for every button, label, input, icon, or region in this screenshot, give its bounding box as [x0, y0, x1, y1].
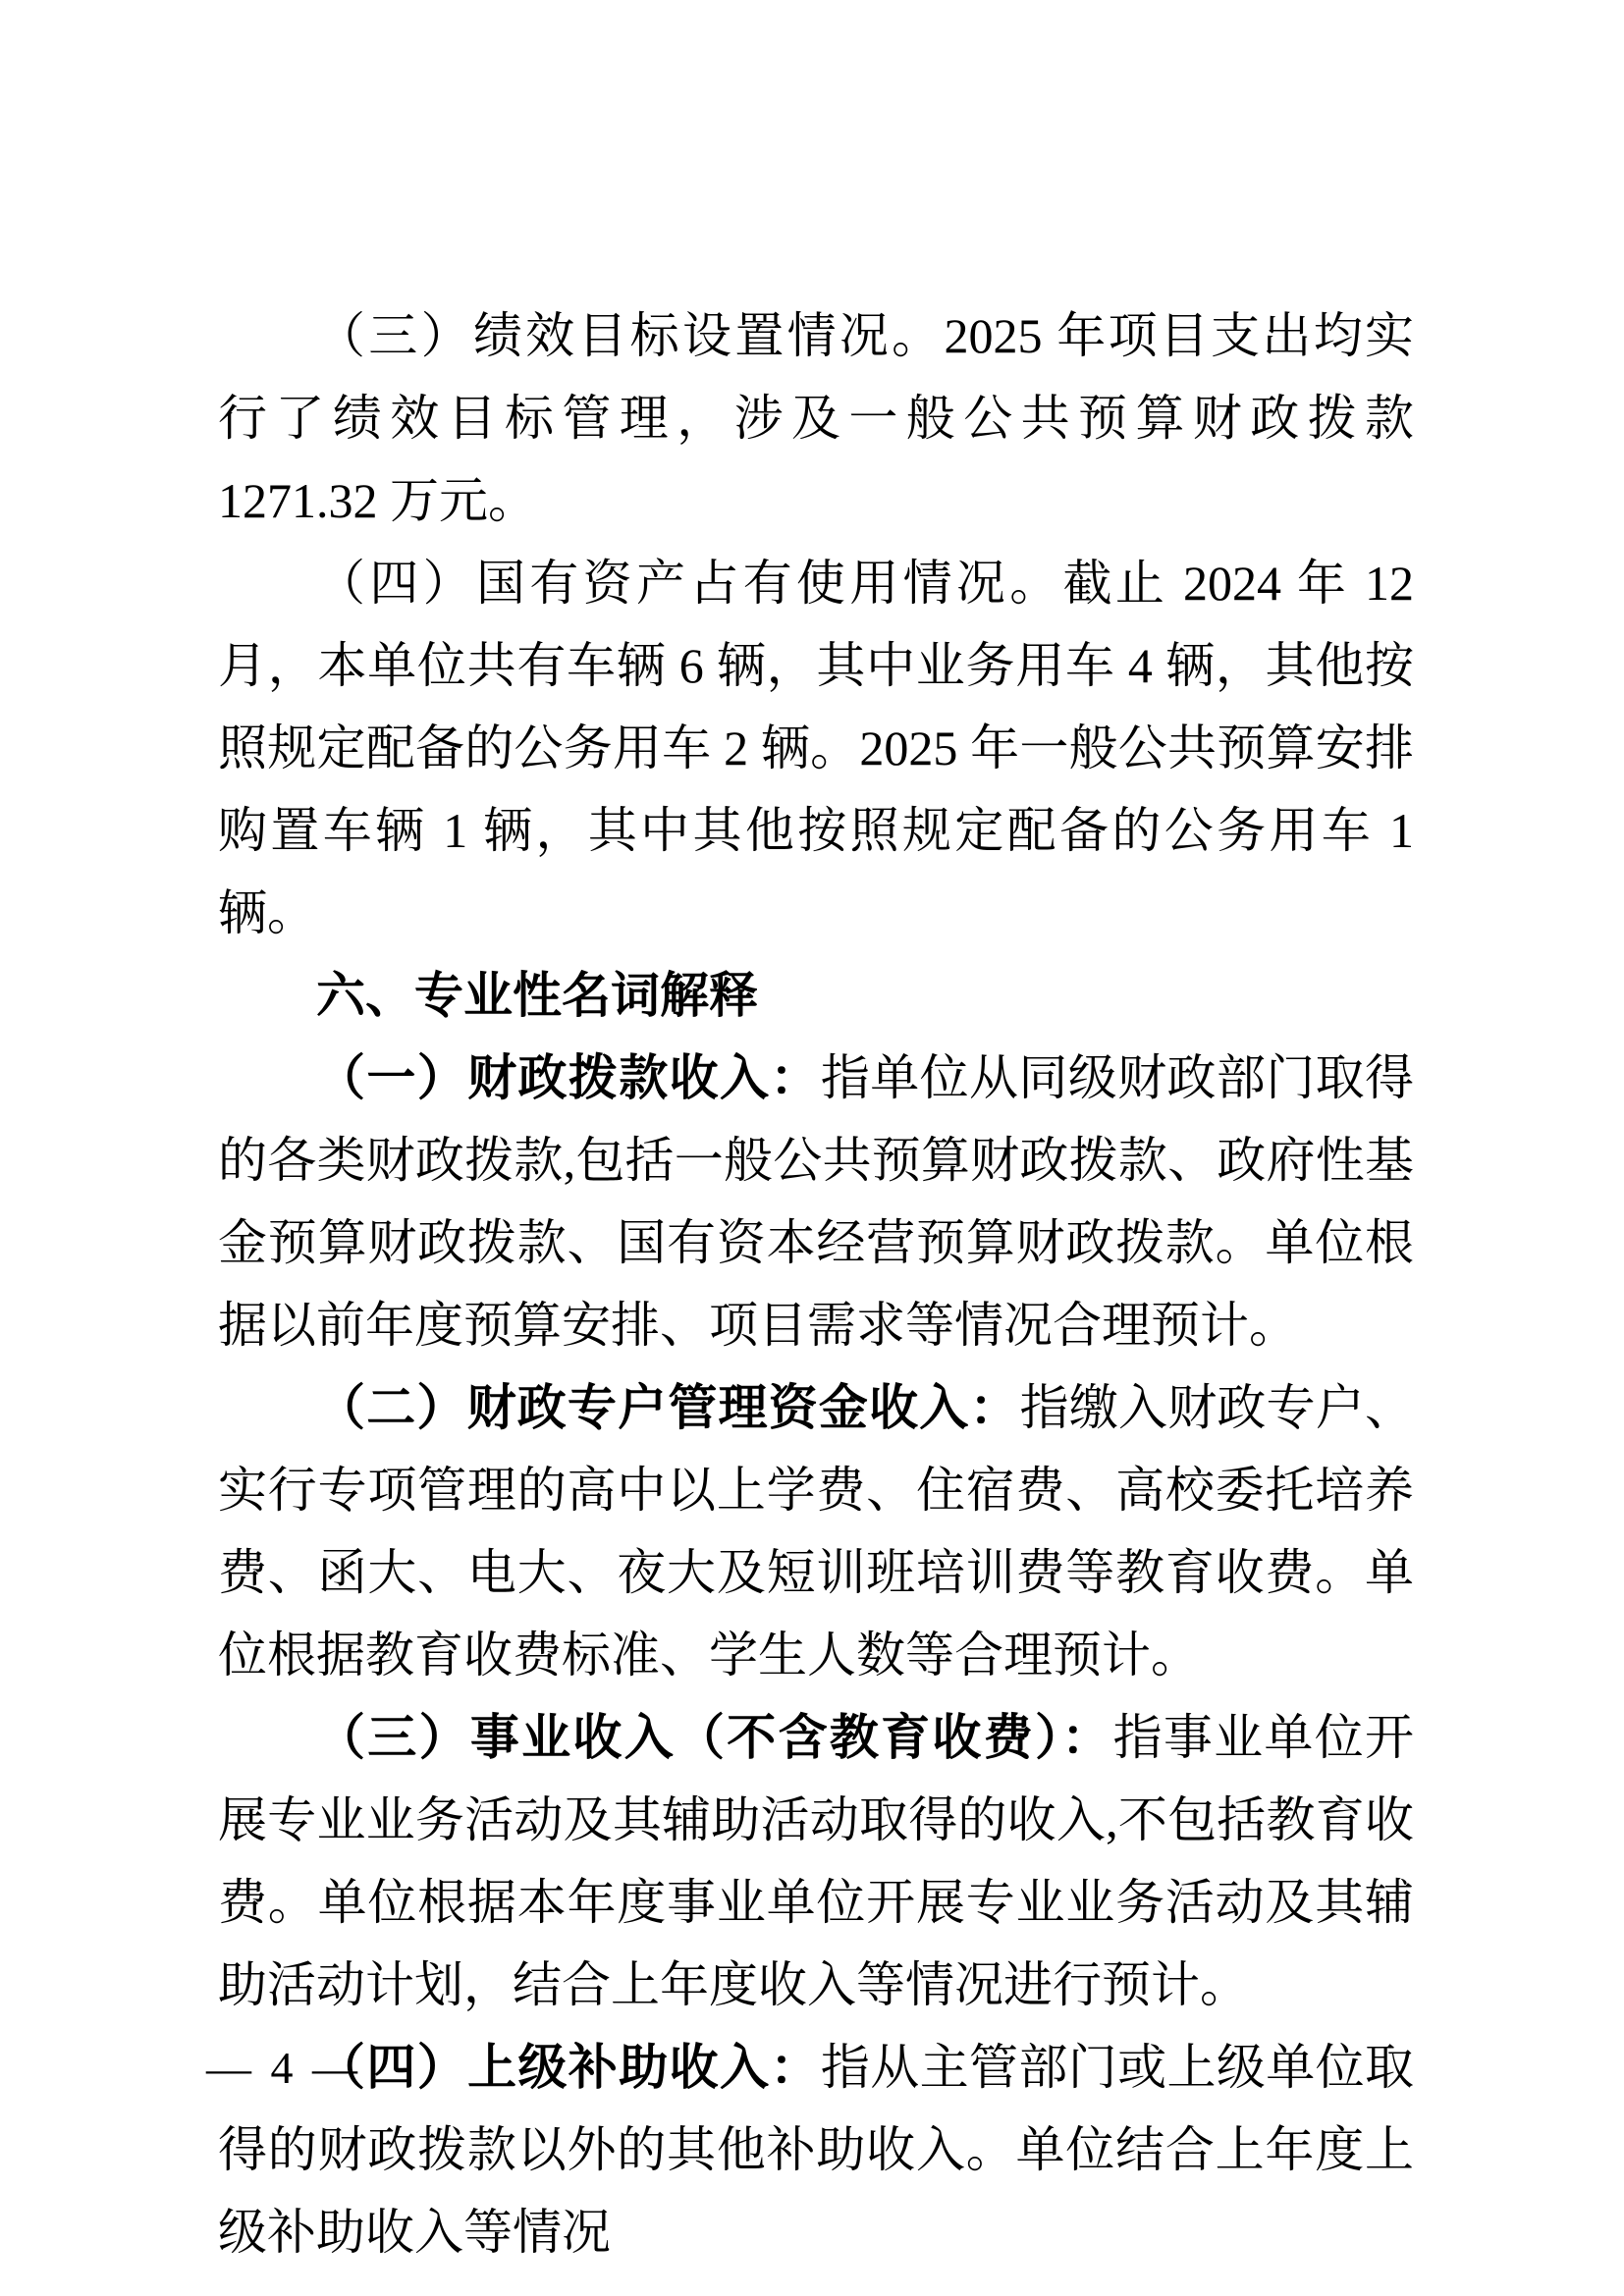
paragraph-body: 2025 年项目支出均实行了绩效目标管理，涉及一般公共预算财政拨款 1271.32 万元。	[218, 308, 1415, 528]
page-number: — 4 —	[206, 2043, 361, 2093]
term-lead: （三）事业收入（不含教育收费）：	[316, 1710, 1113, 1765]
term-paragraph-fiscal-special-account-income	[218, 1366, 1414, 1696]
term-body: 指缴入财政专户、实行专项管理的高中以上学费、住宿费、高校委托培养费、函大、电大、夜大及短训班培训费等教育收费。单位根据教育收费标准、学生人数等合理预计。	[218, 1380, 1415, 1682]
paragraph-state-assets	[218, 542, 1414, 954]
document-text-block	[218, 294, 1414, 2273]
term-lead: （一）财政拨款收入：	[316, 1050, 821, 1105]
paragraph-lead: （四）国有资产占有使用情况。	[316, 556, 1063, 611]
paragraph-performance-targets	[218, 294, 1414, 542]
term-body: 指单位从同级财政部门取得的各类财政拨款,包括一般公共预算财政拨款、政府性基金预算财政拨款、国有资本经营预算财政拨款。单位根据以前年度预算安排、项目需求等情况合理预计。	[218, 1050, 1415, 1353]
term-paragraph-fiscal-appropriation-income	[218, 1037, 1414, 1366]
paragraph-lead: （三）绩效目标设置情况。	[316, 308, 945, 363]
paragraph-body: 截止 2024 年 12 月，本单位共有车辆 6 辆，其中业务用车 4 辆，其他按照规定配备的公务用车 2 辆。2025 年一般公共预算安排购置车辆 1 辆，其中其他按照规定配备的公务用车 1 辆。	[218, 556, 1415, 940]
term-lead: （四）上级补助收入：	[316, 2040, 821, 2095]
term-body: 指事业单位开展专业业务活动及其辅助活动取得的收入,不包括教育收费。单位根据本年度事业单位开展专业业务活动及其辅助活动计划，结合上年度收入等情况进行预计。	[218, 1710, 1415, 2012]
section-heading-glossary: 六、专业性名词解释	[316, 968, 758, 1023]
term-paragraph-operational-income	[218, 1696, 1414, 2026]
term-lead: （二）财政专户管理资金收入：	[316, 1380, 1020, 1435]
term-body: 指从主管部门或上级单位取得的财政拨款以外的其他补助收入。单位结合上年度上级补助收入等情况	[218, 2040, 1415, 2260]
term-paragraph-superior-subsidy-income	[218, 2026, 1414, 2273]
